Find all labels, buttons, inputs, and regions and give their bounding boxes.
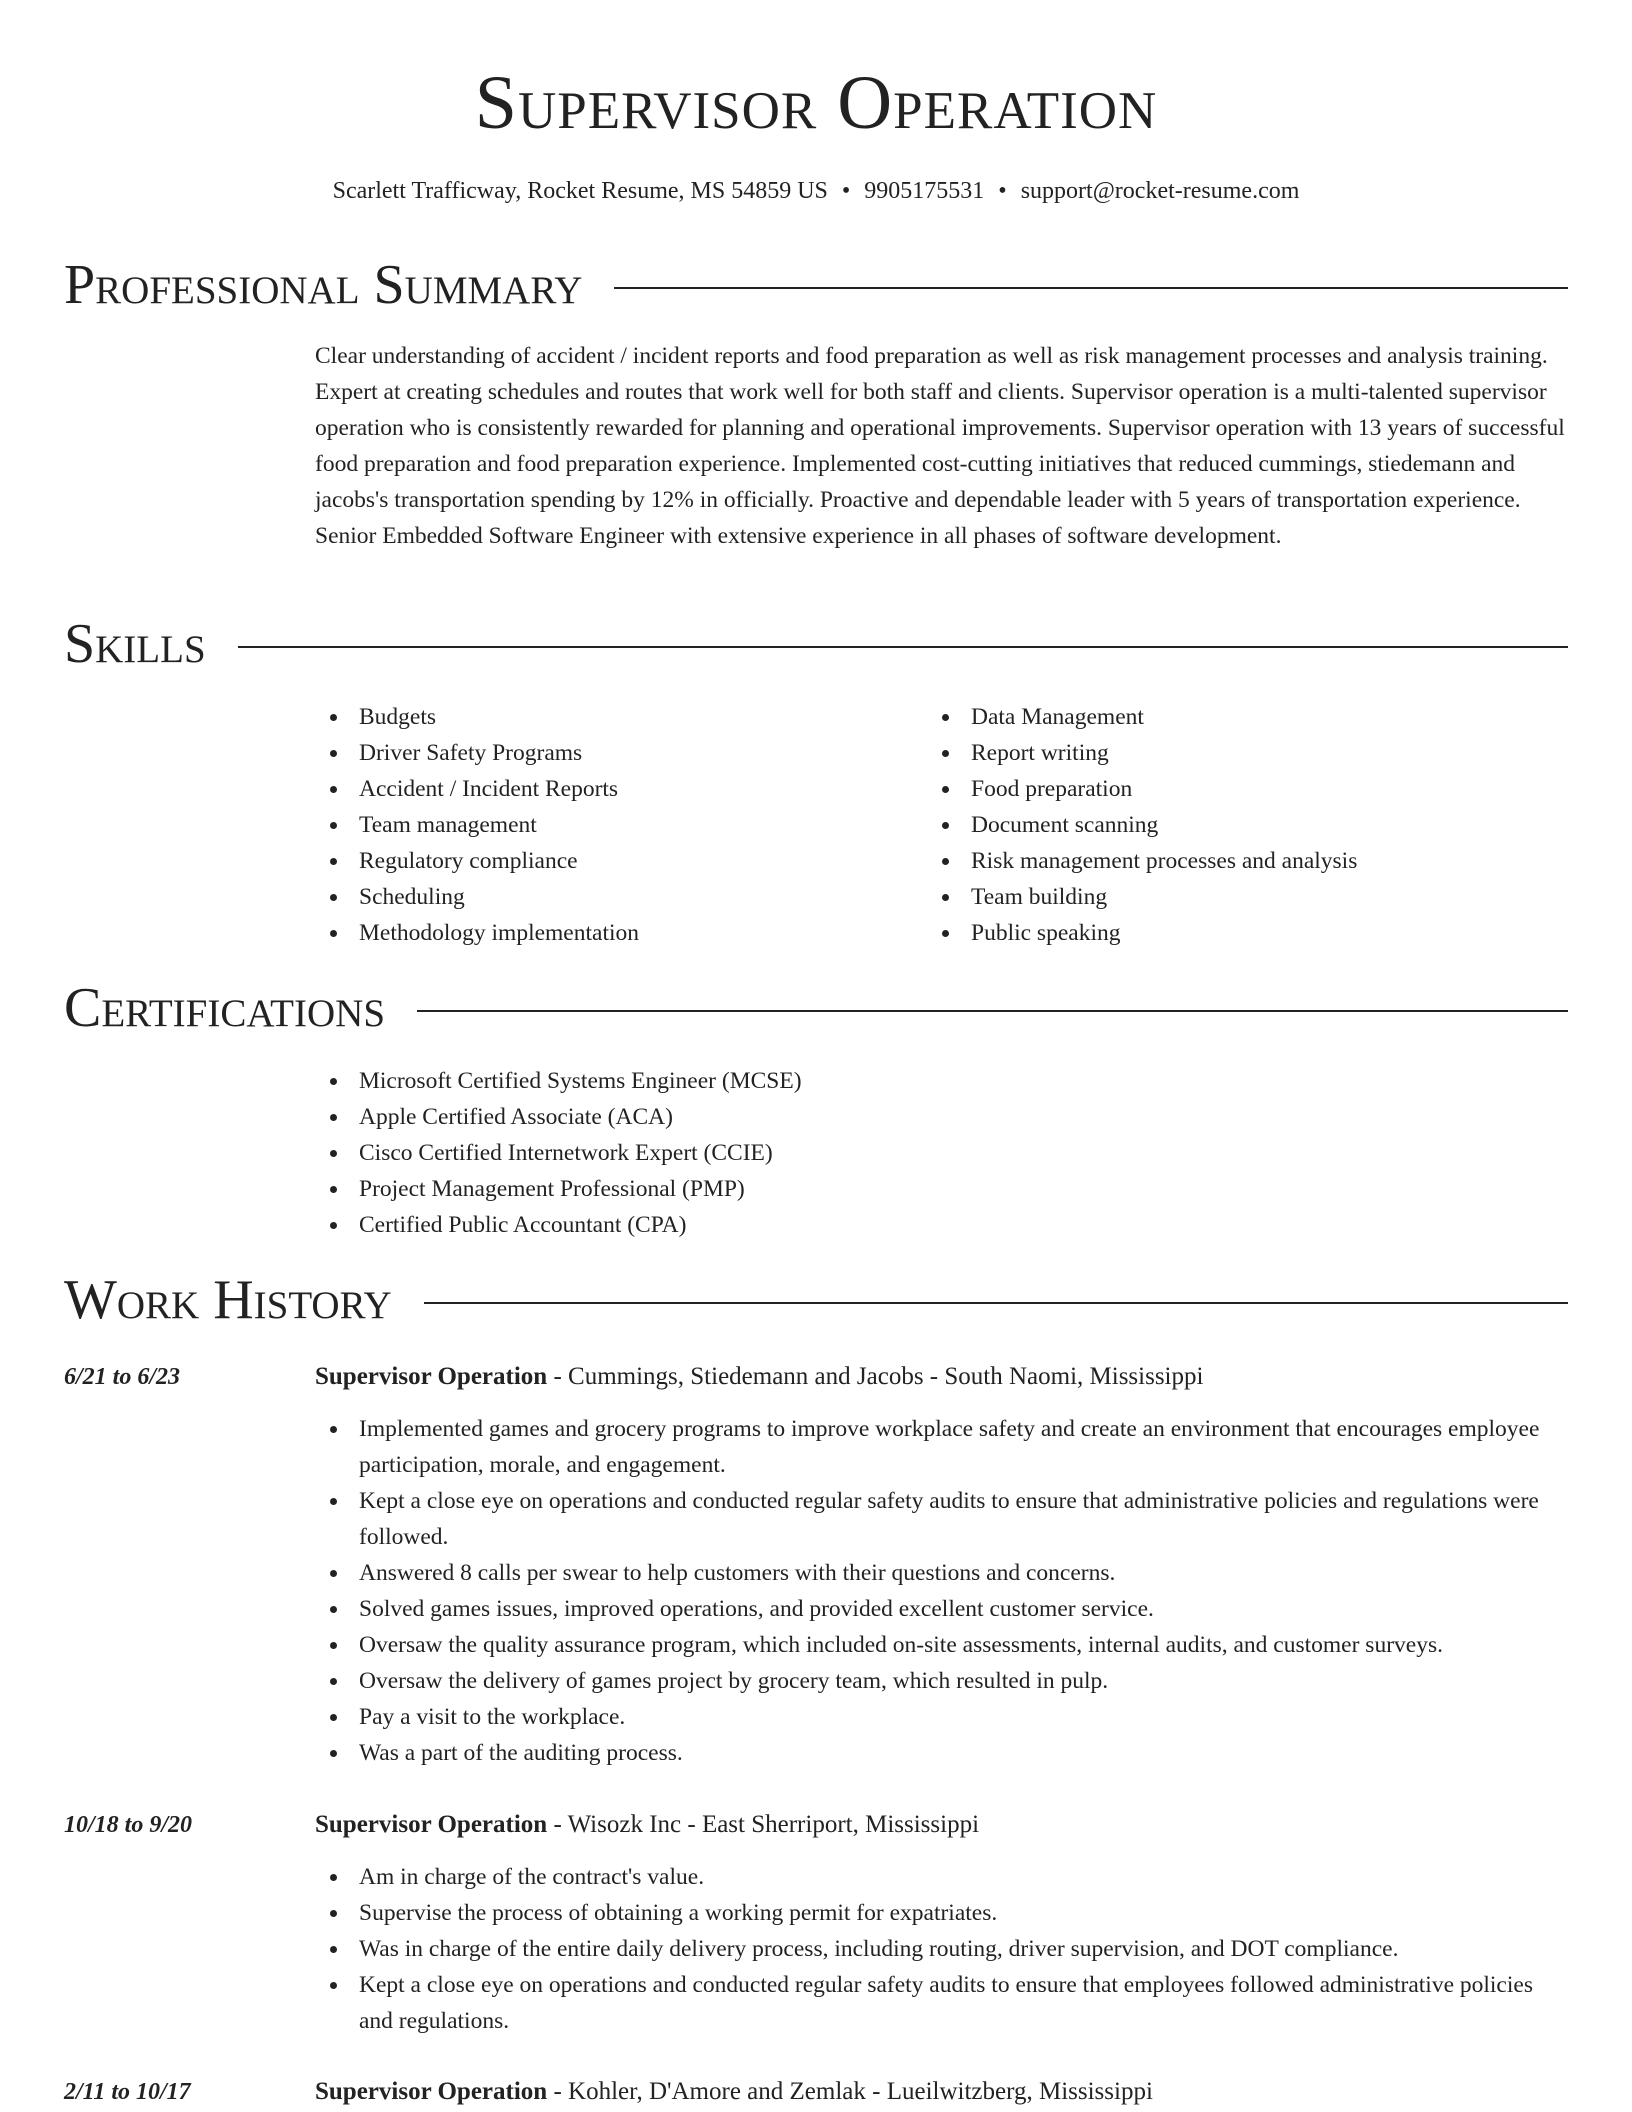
summary-text: Clear understanding of accident / incident reports and food preparation as well as risk management processes and analysis training. Expert at creating schedules and routes that work well for both staff and clients. Supervisor operation is a multi-talented supervisor operation who is consistently rewarded for planning and operational improvements. Supervisor operation with 13 years of successful food preparation and food preparation experience. Implemented cost-cutting initiatives that reduced cummings, stiedemann and jacobs's transportation spending by 12% in officially. Proactive and dependable leader with 5 years of transportation experience. Senior Embedded Software Engineer with extensive experience in all phases of software development. (315, 343, 1565, 549)
skill-item: Accident / Incident Reports (315, 771, 915, 807)
job-bullet: Kept a close eye on operations and conducted regular safety audits to ensure that employees followed administrative policies and regulations. (315, 1967, 1567, 2039)
separator-bullet: • (841, 178, 851, 204)
section-header-certifications (64, 976, 1568, 1040)
skill-item: Document scanning (927, 807, 1567, 843)
skill-item: Risk management processes and analysis (927, 843, 1567, 879)
section-title: Professional Summary (64, 254, 583, 316)
skill-item: Data Management (927, 699, 1567, 735)
job-title: Supervisor Operation (315, 2078, 548, 2105)
job-bullet: Solved games issues, improved operations, and provided excellent customer service. (315, 1591, 1567, 1627)
skill-item: Regulatory compliance (315, 843, 915, 879)
skills-list-left (315, 699, 915, 951)
certification-item: Microsoft Certified Systems Engineer (MCSE) (315, 1063, 1567, 1099)
job-bullet: Implemented games and grocery programs to improve workplace safety and create an environment that encourages employee participation, morale, and engagement. (315, 1411, 1567, 1483)
job-bullet: Oversaw the delivery of games project by grocery team, which resulted in pulp. (315, 1663, 1567, 1699)
job-employer-location: - Cummings, Stiedemann and Jacobs - South Naomi, Mississippi (547, 1363, 1204, 1390)
job-heading (315, 1359, 1567, 1395)
section-header-summary (64, 253, 1568, 317)
job-bullet: Am in charge of the contract's value. (315, 1859, 1567, 1895)
separator-bullet: • (998, 178, 1007, 204)
job-bullets (315, 1411, 1567, 1771)
skills-list-right (927, 699, 1567, 951)
job-bullet: Was in charge of the entire daily delivery process, including routing, driver supervision, and DOT compliance. (315, 1931, 1567, 1967)
skill-item: Budgets (315, 699, 915, 735)
job-bullet: Was a part of the auditing process. (315, 1735, 1567, 1771)
job-dates: 10/18 to 9/20 (64, 1812, 193, 1838)
section-divider (424, 1302, 1568, 1304)
section-header-work-history (64, 1268, 1568, 1332)
contact-line (0, 175, 1632, 207)
certification-item: Project Management Professional (PMP) (315, 1171, 1567, 1207)
job-dates: 6/21 to 6/23 (64, 1364, 181, 1390)
job-bullets (315, 1859, 1567, 2039)
job-bullet: Answered 8 calls per swear to help customers with their questions and concerns. (315, 1555, 1567, 1591)
job-bullet: Oversaw the quality assurance program, which included on-site assessments, internal audits, and customer surveys. (315, 1627, 1567, 1663)
skill-item: Team building (927, 879, 1567, 915)
section-divider (614, 287, 1568, 289)
job-heading (315, 1807, 1567, 1843)
skill-item: Team management (315, 807, 915, 843)
address: Scarlett Trafficway, Rocket Resume, MS 54859 US (332, 178, 828, 204)
skill-item: Scheduling (315, 879, 915, 915)
phone: 9905175531 (864, 178, 985, 204)
skill-item: Report writing (927, 735, 1567, 771)
email: support@rocket-resume.com (1020, 178, 1300, 204)
skill-item: Driver Safety Programs (315, 735, 915, 771)
skill-item: Methodology implementation (315, 915, 915, 951)
certification-item: Cisco Certified Internetwork Expert (CCIE) (315, 1135, 1567, 1171)
job-bullet: Pay a visit to the workplace. (315, 1699, 1567, 1735)
certification-item: Apple Certified Associate (ACA) (315, 1099, 1567, 1135)
certifications-list (315, 1063, 1567, 1243)
section-title: Work History (64, 1269, 392, 1331)
job-title: Supervisor Operation (315, 1363, 548, 1390)
section-divider (238, 646, 1568, 648)
job-employer-location: - Kohler, D'Amore and Zemlak - Lueilwitzberg, Mississippi (547, 2078, 1153, 2105)
section-header-skills (64, 612, 1568, 676)
section-title: Certifications (64, 977, 386, 1039)
job-bullet: Kept a close eye on operations and conducted regular safety audits to ensure that administrative policies and regulations were followed. (315, 1483, 1567, 1555)
job-bullet: Supervise the process of obtaining a working permit for expatriates. (315, 1895, 1567, 1931)
section-title: Skills (64, 613, 206, 675)
skill-item: Food preparation (927, 771, 1567, 807)
skill-item: Public speaking (927, 915, 1567, 951)
candidate-name: Supervisor Operation (474, 61, 1158, 145)
certification-item: Certified Public Accountant (CPA) (315, 1207, 1567, 1243)
job-title: Supervisor Operation (315, 1811, 548, 1838)
job-employer-location: - Wisozk Inc - East Sherriport, Mississippi (547, 1811, 980, 1838)
section-divider (417, 1010, 1568, 1012)
job-heading (315, 2074, 1567, 2110)
job-dates: 2/11 to 10/17 (64, 2079, 191, 2105)
